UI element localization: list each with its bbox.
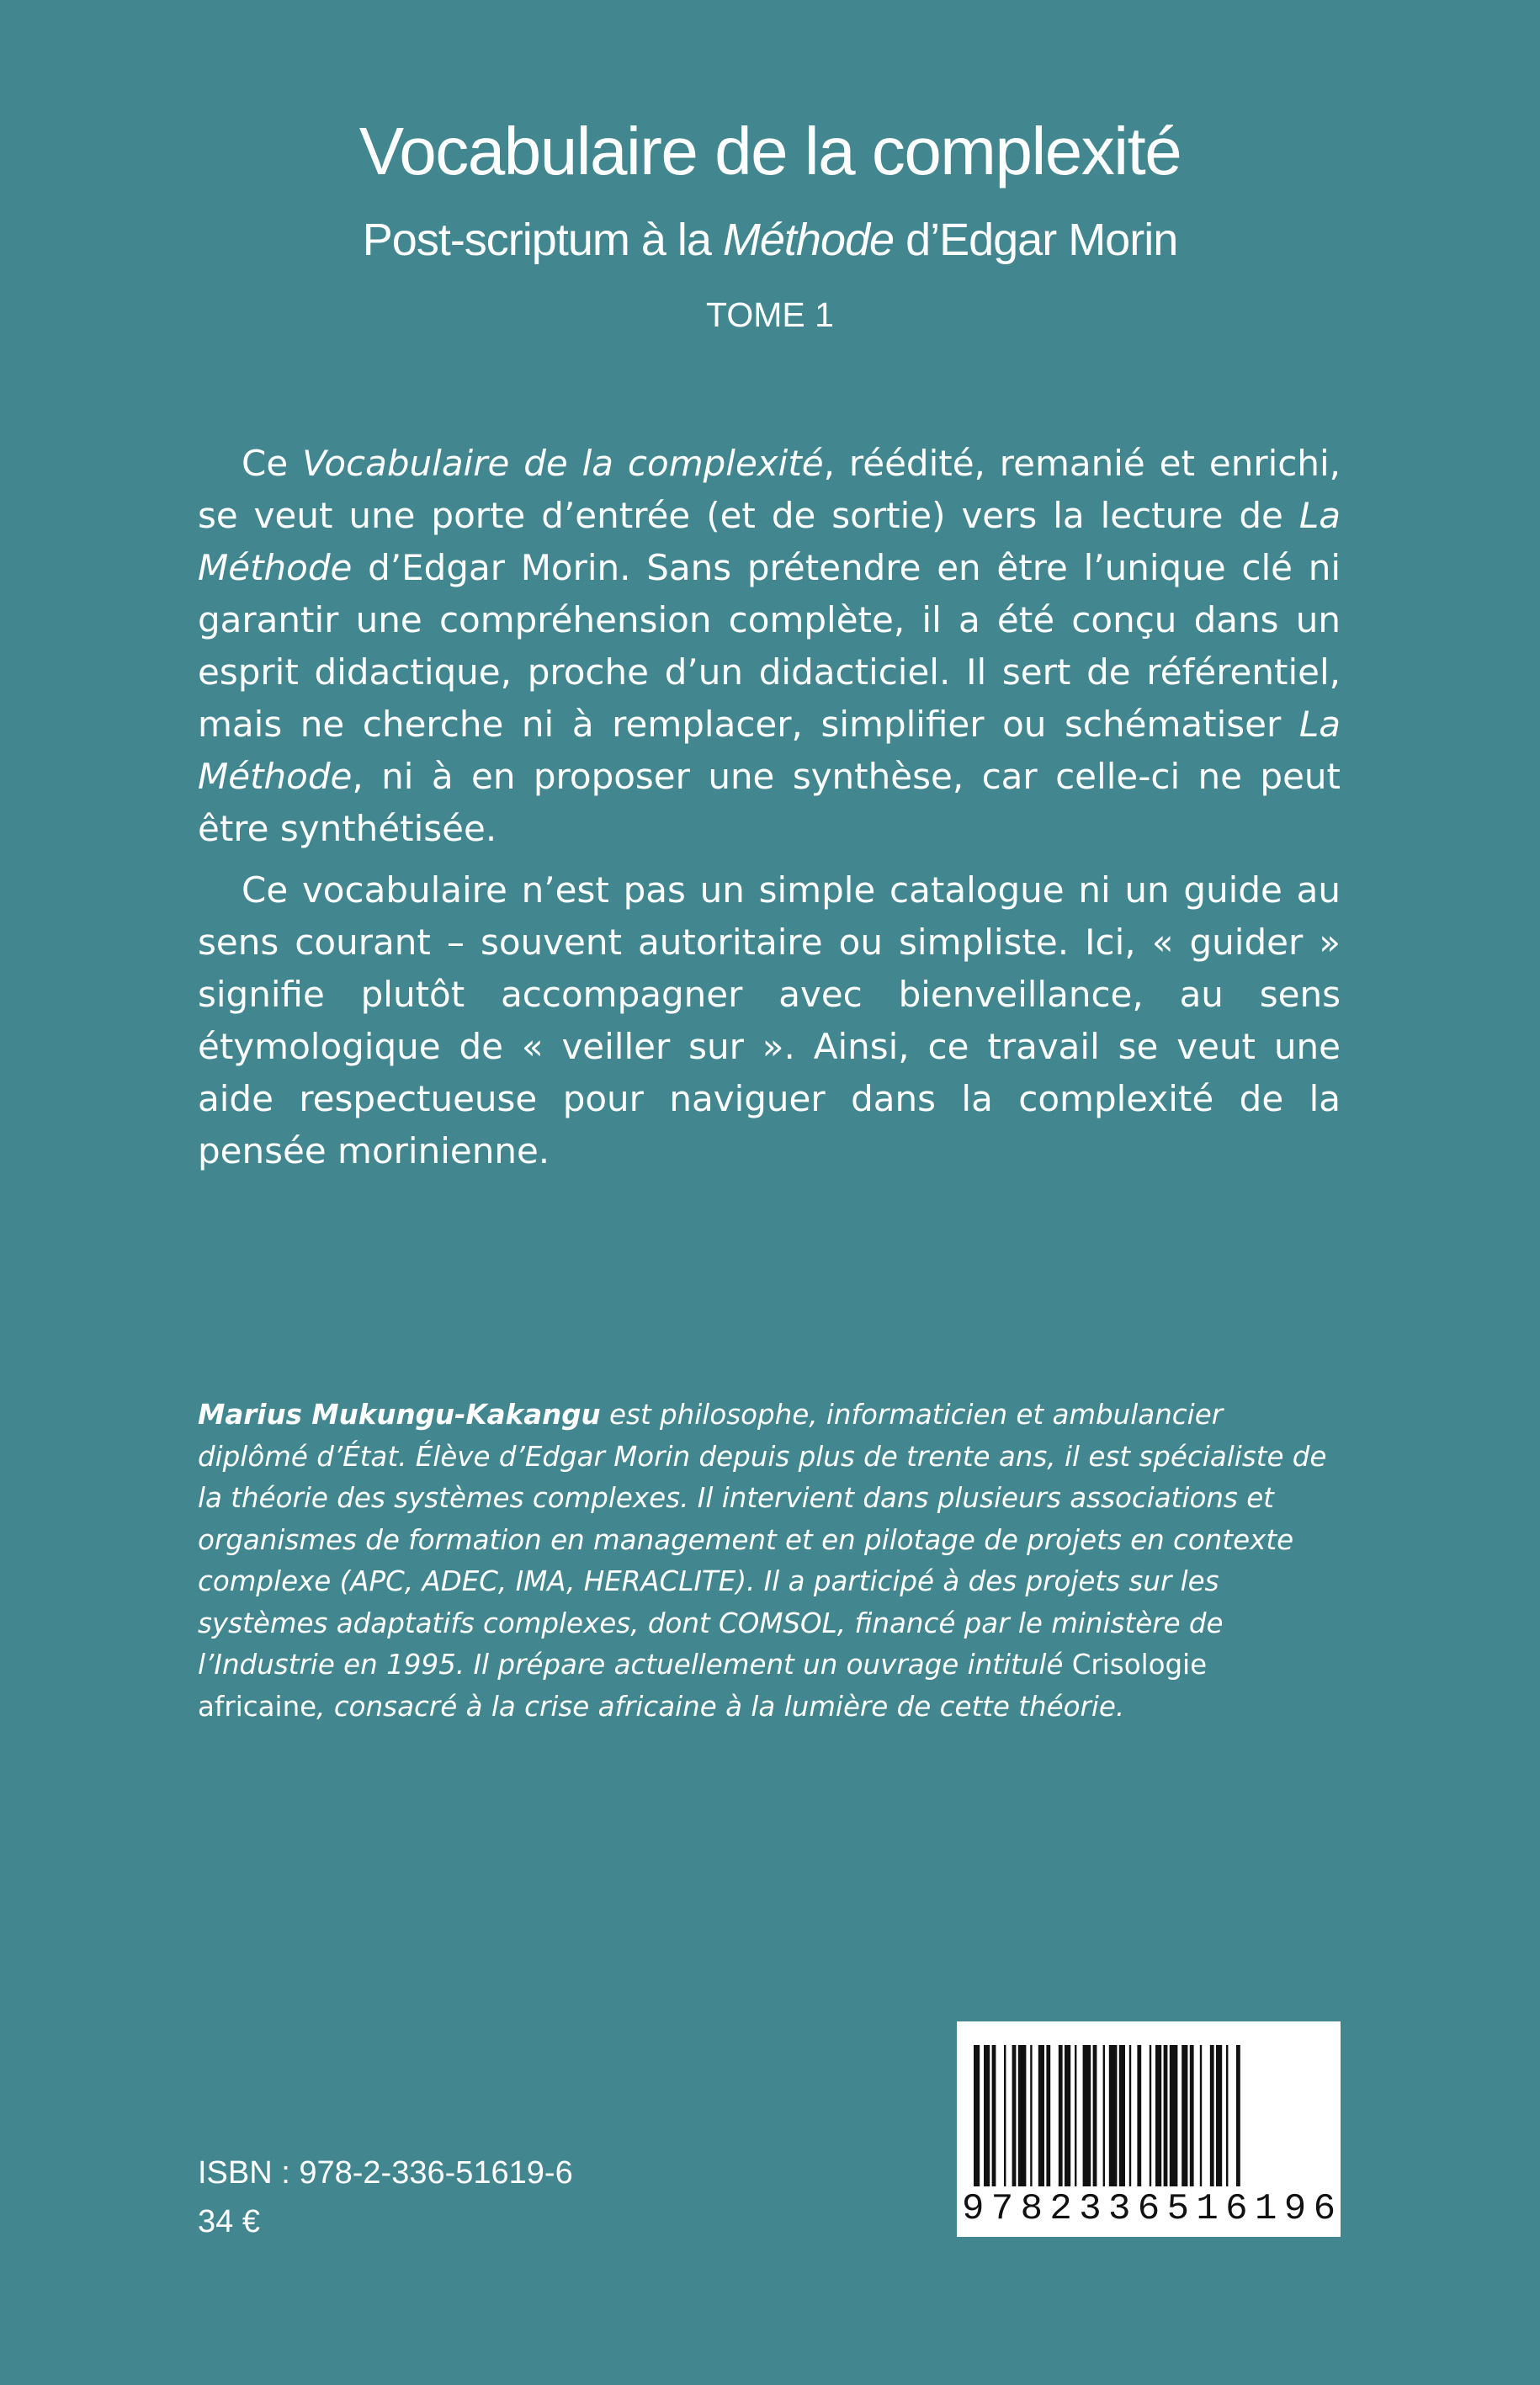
blurb-p1-b-italic: La Méthode [198,495,1341,588]
barcode-bar [1004,2045,1006,2186]
book-title: Vocabulaire de la complexité [358,114,1182,189]
bio-work-title: Crisologie africaine [198,1649,1208,1723]
barcode-digit: 1 [1254,2188,1277,2230]
barcode-bar [1012,2045,1017,2186]
barcode-bar [1200,2045,1202,2186]
barcode-digit: 9 [962,2188,985,2230]
barcode-bar [1236,2045,1240,2186]
barcode-digit: 1 [1196,2188,1219,2230]
blurb-p1-a: Ce [242,443,303,484]
barcode-bar [974,2045,980,2186]
barcode-bar [1137,2045,1141,2186]
barcode-digit: 7 [990,2188,1014,2230]
barcode-digit: 5 [1166,2188,1189,2230]
volume-label: TOME 1 [706,295,834,334]
barcode-bar [1109,2045,1118,2186]
barcode-bar [1065,2045,1070,2186]
barcode-bar [992,2045,996,2186]
barcode-bar [1038,2045,1044,2186]
subtitle-text-after: d’Edgar Morin [894,215,1178,265]
barcode-bar [1030,2045,1032,2186]
barcode-bar [1190,2045,1194,2186]
subtitle-text-italic: Méthode [722,215,895,265]
author-name: Marius Mukungu-Kakangu [198,1399,601,1431]
blurb-p1-c: d’Edgar Morin. Sans prétendre en être l’unique clé ni garantir une compréhension complète, il a été conçu dans un esprit didactique, proche d’un didacticiel. Il sert de référentiel, mais ne cherche ni à remplacer, simplifier ou schématiser [198,547,1341,745]
barcode-bar [1155,2045,1161,2186]
barcode-bar [1046,2045,1050,2186]
blurb-paragraph-1 [198,438,1341,855]
barcode-digit: 3 [1107,2188,1131,2230]
barcode-bar [984,2045,990,2186]
bio-text-1: est philosophe, informaticien et ambulancier diplômé d’État. Élève d’Edgar Morin depuis plus de trente ans, il est spécialiste de la théorie des systèmes complexes. Il intervient dans plusieurs associations et organismes de formation en management et en pilotage de projets en contexte complexe (APC, ADEC, IMA, HERACLITE). Il a participé à des projets sur les systèmes adaptatifs complexes, dont COMSOL, financé par le ministère de l’Industrie en 1995. Il prépare actuellement un ouvrage intitulé [198,1399,1327,1681]
barcode-bar [1170,2045,1178,2186]
barcode-bar [1216,2045,1222,2186]
blurb-p1-c-italic: La Méthode [198,704,1341,797]
subtitle-text-before: Post-scriptum à la [362,215,723,265]
barcode-digits [962,2188,1336,2230]
barcode-bar [1226,2045,1228,2186]
author-bio [198,1394,1341,1728]
isbn-label: ISBN : 978-2-336-51619-6 [198,2155,573,2191]
blurb-paragraph-2 [198,864,1341,1177]
barcode-bar [1093,2045,1097,2186]
barcode-digit: 8 [1020,2188,1043,2230]
barcode-digit: 6 [1137,2188,1160,2230]
book-subtitle [0,210,1540,269]
blurb-p2-text: Ce vocabulaire n’est pas un simple catalogue ni un guide au sens courant – souvent autoritaire ou simpliste. Ici, « guider » signifie plutôt accompagner avec bienveillance, au sens étymologique de « veiller sur ». Ainsi, ce travail se veut une aide respectueuse pour naviguer dans la complexité de la pensée morinienne. [198,869,1341,1171]
price-label: 34 € [198,2204,260,2239]
barcode-bar [1075,2045,1076,2186]
barcode-bar [1210,2045,1214,2186]
barcode-bar [1018,2045,1027,2186]
blurb-p1-d: , ni à en proposer une synthèse, car celle-ci ne peut être synthétisée. [198,756,1341,849]
barcode-digit: 6 [1313,2188,1336,2230]
blurb-p1-a-italic: Vocabulaire de la complexité [302,443,824,484]
barcode-bar [1164,2045,1168,2186]
bio-text-2: , consacré à la crise africaine à la lumière de cette théorie. [316,1690,1125,1723]
barcode-bar [1150,2045,1151,2186]
barcode-bar [1119,2045,1125,2186]
barcode-digit: 2 [1049,2188,1072,2230]
barcode-bar [1103,2045,1105,2186]
barcode-bar [1059,2045,1063,2186]
blurb-p1-b: , réédité, remanié et enrichi, se veut une porte d’entrée (et de sortie) vers la lecture de [198,443,1341,536]
barcode-bar [1129,2045,1131,2186]
barcode [957,2021,1341,2237]
barcode-bar [1083,2045,1091,2186]
barcode-digit: 9 [1283,2188,1307,2230]
barcode-bar [1182,2045,1187,2186]
barcode-digit: 3 [1079,2188,1102,2230]
barcode-digit: 6 [1225,2188,1248,2230]
